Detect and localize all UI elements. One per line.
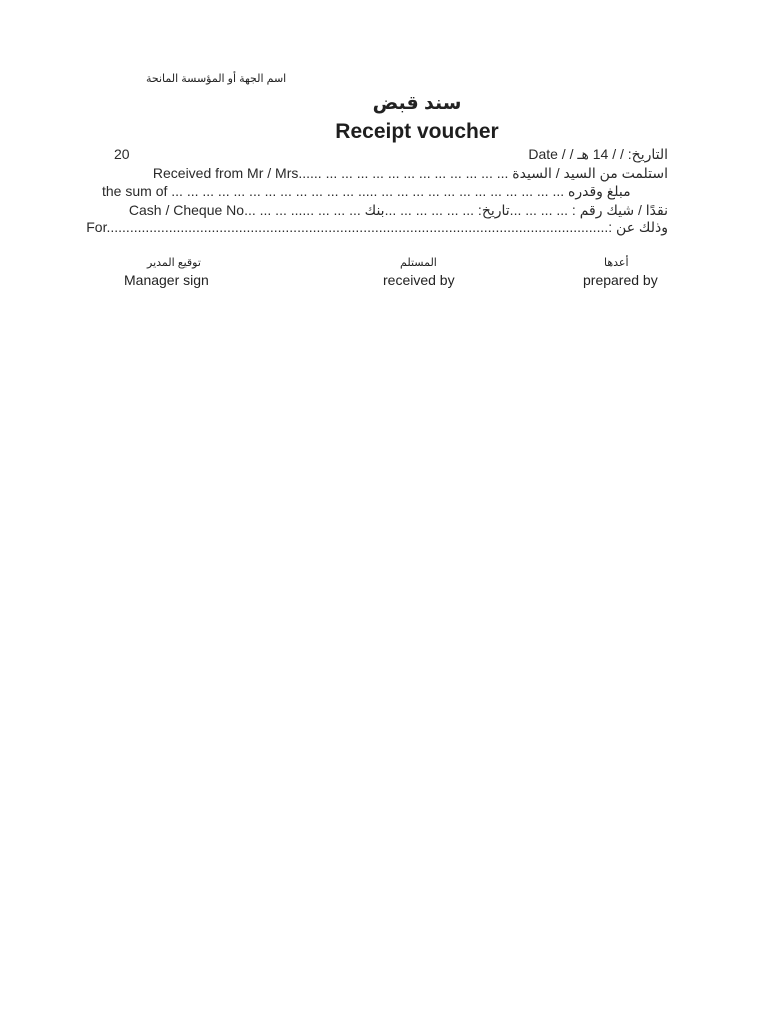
year-prefix: 20 bbox=[114, 146, 130, 162]
received-by-label: received by bbox=[383, 272, 455, 288]
sum-line: the sum of ... ... ... ... ... ... ... ... ... ... ... ... ..... ... ... ... ... ... ... ... ... ... ... ... ... مبلغ وقدره bbox=[102, 183, 631, 199]
title-arabic: سند قبض bbox=[372, 93, 462, 114]
received-by-label-ar: المستلم bbox=[400, 257, 437, 269]
manager-sign-label-ar: توقيع المدير bbox=[147, 257, 201, 269]
organization-name: اسم الجهة أو المؤسسة المانحة bbox=[146, 73, 287, 85]
prepared-by-label: prepared by bbox=[583, 272, 658, 288]
date-line: Date / / التاريخ: / / 14 هـ bbox=[528, 146, 668, 162]
manager-sign-label: Manager sign bbox=[124, 272, 209, 288]
for-line: For.................................................................................................................................: وذلك عن bbox=[86, 219, 668, 235]
received-from-line: Received from Mr / Mrs...... ... ... ... ... ... ... ... ... ... ... ... ... استلمت من السيد / السيدة bbox=[152, 165, 668, 181]
title-english: Receipt voucher bbox=[335, 120, 499, 143]
prepared-by-label-ar: أعدها bbox=[604, 257, 629, 269]
cash-cheque-line: Cash / Cheque No... ... ... ...... ... ... ... نقدًا / شيك رقم : ... ... ... ...تاريخ: ... ... ... ... ... ...بنك bbox=[128, 202, 668, 218]
